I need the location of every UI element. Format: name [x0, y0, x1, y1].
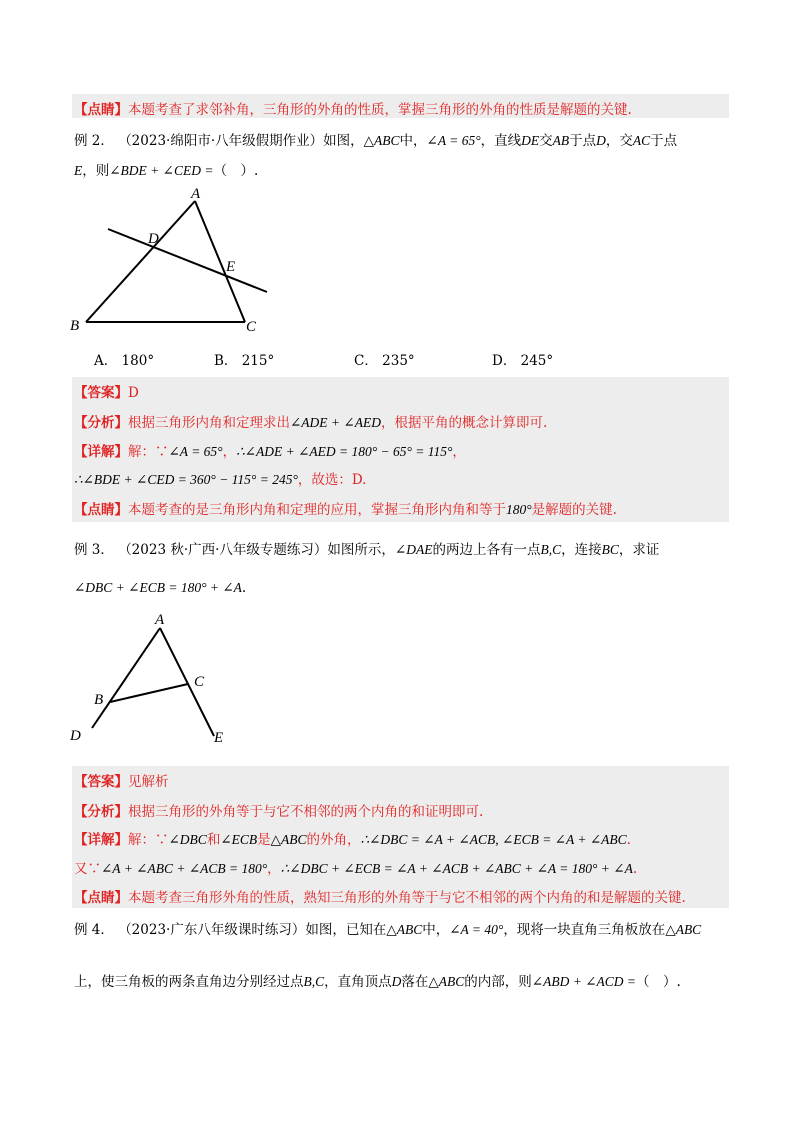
ex3-question-line2: ∠DBC + ∠ECB = 180° + ∠A.	[74, 580, 247, 596]
ex2-source: （2023·绵阳市·八年级假期作业）	[118, 133, 324, 149]
tip-text: 本题考查了求邻补角，三角形的外角的性质，掌握三角形的外角的性质是解题的关键.	[128, 102, 632, 118]
ex2-label: 例 2．	[74, 133, 114, 149]
label-b: B	[70, 318, 80, 334]
side-ac	[195, 201, 245, 322]
ex2-option-b: B． 215°	[214, 353, 275, 369]
ex2-expression: ∠BDE + ∠CED =	[109, 163, 214, 178]
ex2-question-line2: E，则∠BDE + ∠CED =（ ）.	[74, 163, 259, 179]
ex4-question-line2: 上，使三角板的两条直角边分别经过点B,C，直角顶点D落在△ABC的内部，则∠ABD + ∠ACD =（ ）.	[74, 974, 681, 990]
ex3-label: 例 3．	[74, 542, 114, 558]
ex3-question-line1: 例 3． （2023 秋·广西·八年级专题练习）如图所示，∠DAE的两边上各有一点B,C，连接BC，求证	[74, 542, 660, 558]
ex4-question-line1: 例 4． （2023·广东八年级课时练习）如图，已知在△ABC中，∠A = 40°，现将一块直角三角板放在△ABC	[74, 922, 702, 938]
ex3-analysis: 【分析】根据三角形的外角等于与它不相邻的两个内角的和证明即可.	[74, 804, 484, 820]
ex3-prove-statement: ∠DBC + ∠ECB = 180° + ∠A	[74, 580, 242, 595]
ex3-source: （2023 秋·广西·八年级专题练习）	[118, 542, 328, 558]
ex4-label: 例 4．	[74, 922, 114, 938]
ex3-tip: 【点睛】本题考查三角形外角的性质，熟知三角形的外角等于与它不相邻的两个内角的和是解题的关键.	[74, 890, 686, 906]
ex2-triangle: △ABC	[363, 133, 400, 148]
ex2-analysis: 【分析】根据三角形内角和定理求出∠ADE + ∠AED，根据平角的概念计算即可.	[74, 415, 548, 431]
label-a: A	[191, 186, 201, 202]
label-d: D	[70, 728, 81, 744]
ray-ae	[160, 628, 214, 736]
ray-ad	[92, 628, 160, 728]
label-e: E	[226, 259, 236, 275]
ex3-detail-line2: 又∵∠A + ∠ABC + ∠ACB = 180°，∴∠DBC + ∠ECB = ∠A + ∠ACB + ∠ABC + ∠A = 180° + ∠A.	[74, 861, 638, 877]
label-c: C	[194, 674, 205, 690]
ex2-detail-line1: 【详解】解：∵∠A = 65°，∴∠ADE + ∠AED = 180° − 65° = 115°，	[74, 444, 466, 460]
ex4-source: （2023·广东八年级课时练习）	[118, 922, 306, 938]
tip-tag: 【点睛】	[74, 102, 128, 118]
label-b: B	[94, 692, 104, 708]
ex2-detail-line2: ∴∠BDE + ∠CED = 360° − 115° = 245°，故选：D.	[74, 472, 367, 488]
ex2-angle-a: ∠A = 65°	[426, 133, 481, 148]
ex2-tip: 【点睛】本题考查的是三角形内角和定理的应用，掌握三角形内角和等于180°是解题的关键.	[74, 502, 617, 518]
segment-bc	[110, 684, 188, 702]
ex2-option-d: D． 245°	[492, 353, 554, 369]
label-a: A	[155, 612, 165, 628]
ex2-option-c: C． 235°	[354, 353, 415, 369]
ex3-detail-line1: 【详解】解：∵∠DBC和∠ECB是△ABC的外角，∴∠DBC = ∠A + ∠ACB, ∠ECB = ∠A + ∠ABC.	[74, 832, 631, 848]
ex2-figure	[60, 185, 290, 335]
ex2-question-line1: 例 2． （2023·绵阳市·八年级假期作业）如图，△ABC中，∠A = 65°，直线DE交AB于点D，交AC于点	[74, 133, 678, 149]
label-c: C	[246, 319, 257, 335]
ex2-answer: 【答案】D	[74, 385, 139, 401]
side-ab	[86, 201, 195, 322]
line-de	[108, 229, 267, 292]
ex3-figure	[60, 610, 250, 750]
ex1-tip-line	[74, 98, 632, 118]
label-d: D	[148, 231, 159, 247]
label-e: E	[214, 730, 224, 746]
ex3-answer: 【答案】见解析	[74, 774, 169, 790]
ex2-option-a: A． 180°	[94, 353, 155, 369]
